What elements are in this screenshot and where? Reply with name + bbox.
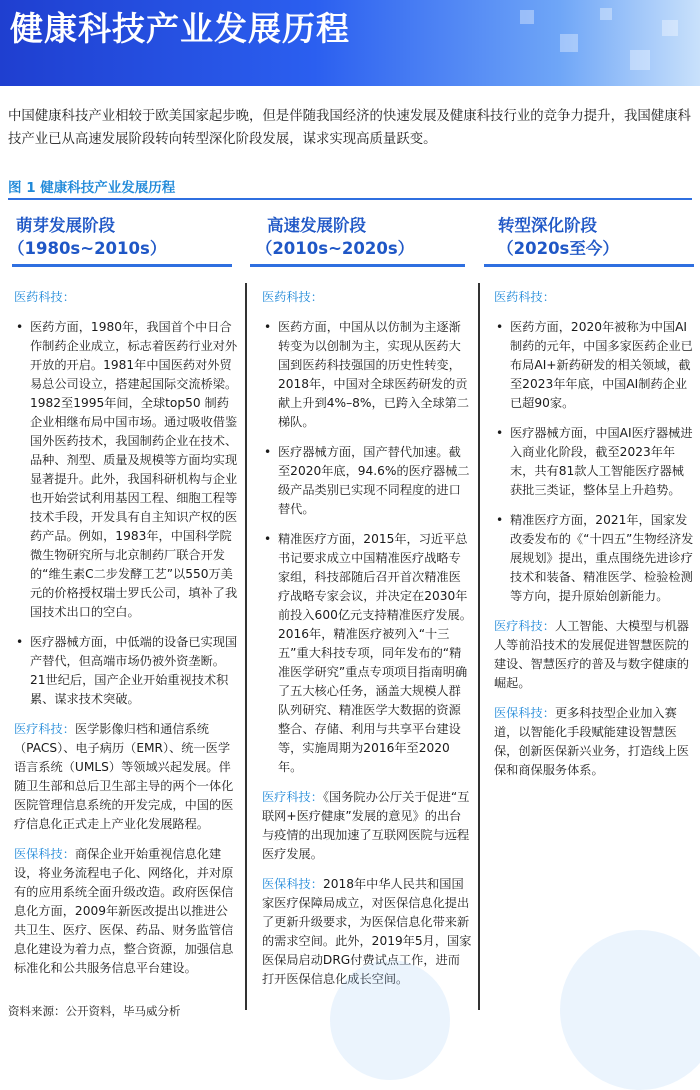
- section-label: 医保科技：: [14, 847, 75, 861]
- section-text: 商保企业开始重视信息化建设，将业务流程电子化、网络化，并对原有的应用系统全面升级改造。政府医保信息化方面，2009年新医改提出以推进公共卫生、医疗、医保、药品、财务监管信息化建设为着力点，整合资源，加强信息标准化和公共服务信息平台建设。: [14, 847, 234, 975]
- page-title: 健康科技产业发展历程: [10, 9, 350, 48]
- bullet-icon: •: [16, 635, 24, 649]
- section-block: [14, 720, 238, 834]
- stage-period: （1980s~2010s）: [8, 239, 167, 258]
- section-label: 医疗科技：: [14, 722, 75, 736]
- section-label: 医药科技：: [14, 290, 75, 304]
- section-text: 《国务院办公厅关于促进“互联网+医疗健康”发展的意见》的出台与疫情的出现加速了互联网医院与远程医疗发展。: [262, 790, 470, 861]
- column-body-1: [14, 288, 238, 989]
- column-separator: [478, 283, 480, 1010]
- bullet-icon: •: [496, 426, 504, 440]
- column-heading-1: [8, 214, 167, 260]
- stage-name: 萌芽发展阶段: [16, 216, 115, 235]
- bullet-item: [262, 443, 472, 519]
- section-text: 人工智能、大模型与机器人等前沿技术的发展促进智慧医院的建设、智慧医疗的普及与数字健康的崛起。: [494, 619, 689, 690]
- section-block: [262, 788, 472, 864]
- bullet-icon: •: [264, 320, 272, 334]
- column-rule-2: [250, 264, 465, 267]
- stage-period: （2020s至今）: [497, 239, 619, 258]
- bullet-icon: •: [496, 513, 504, 527]
- bullet-icon: •: [264, 445, 272, 459]
- column-body-2: [262, 288, 472, 1000]
- column-separator: [245, 283, 247, 1010]
- bullet-item: [494, 424, 694, 500]
- decorative-bubble: [560, 930, 700, 1090]
- section-label: 医疗科技：: [262, 790, 323, 804]
- figure-divider: [8, 198, 692, 200]
- bullet-text: 医药方面，2020年被称为中国AI制药的元年，中国多家医药企业已布局AI+新药研发的相关领域，截至2023年年底，中国AI制药企业已超90家。: [510, 320, 693, 410]
- bullet-item: [14, 633, 238, 709]
- section-block: [14, 845, 238, 978]
- section-label: 医保科技：: [262, 877, 323, 891]
- bullet-text: 医疗器械方面，中国AI医疗器械进入商业化阶段，截至2023年年末，共有81款人工智能医疗器械获批三类证，整体呈上升趋势。: [510, 426, 693, 497]
- bullet-icon: •: [264, 532, 272, 546]
- stage-name: 转型深化阶段: [498, 216, 597, 235]
- section-label: 医药科技：: [262, 290, 323, 304]
- section-text: 2018年中华人民共和国国家医疗保障局成立，对医保信息化提出了更新升级要求，为医保信息化带来新的需求空间。此外，2019年5月，国家医保局启动DRG付费试点工作，进而打开医保信息化成长空间。: [262, 877, 472, 986]
- column-heading-3: [488, 214, 628, 260]
- bullet-item: [494, 318, 694, 413]
- title-banner: [0, 0, 700, 86]
- bullet-icon: •: [496, 320, 504, 334]
- section-text: 医学影像归档和通信系统（PACS）、电子病历（EMR）、统一医学语言系统（UMLS）等领域兴起发展。伴随卫生部和总后卫生部主导的两个一体化医院管理信息系统的开发完成，中国的医疗信息化正式走上产业化发展路程。: [14, 722, 234, 831]
- bullet-icon: •: [16, 320, 24, 334]
- bullet-text: 医药方面，中国从以仿制为主逐渐转变为以创制为主，实现从医药大国到医药科技强国的历史性转变，2018年，中国对全球医药研发的贡献上升到4%–8%，已跨入全球第二梯队。: [278, 320, 470, 429]
- decorative-bubble: [330, 960, 450, 1080]
- column-rule-3: [484, 264, 694, 267]
- section-block: [262, 288, 472, 307]
- stage-period: （2010s~2020s）: [255, 239, 415, 258]
- bullet-item: [262, 318, 472, 432]
- figure-title: 图 1 健康科技产业发展历程: [8, 180, 176, 196]
- bullet-text: 医疗器械方面，国产替代加速。截至2020年底，94.6%的医疗器械二级产品类别已实现不同程度的进口替代。: [278, 445, 470, 516]
- bullet-item: [494, 511, 694, 606]
- bullet-text: 医药方面，1980年，我国首个中日合作制药企业成立，标志着医药行业对外开放的开启。1981年中国医药对外贸易总公司设立，搭建起国际交流桥梁。1982至1995年间，全球top50 制药企业相继布局中国市场。通过吸收借鉴国外医药技术，我国制药企业在技术、品种、剂型、质量及规模等方面均实现显著提升。此外，我国科研机构与企业也开始尝试利用基因工程、细胞工程等技术手段，开发具有自主知识产权的医药产品。例如，1983年，中国科学院微生物研究所与北京制药厂联合开发的“维生素C二步发酵工艺”以550万美元的价格授权瑞士罗氏公司，填补了我国技术出口的空白。: [30, 320, 238, 619]
- column-heading-2: [255, 214, 415, 260]
- bullet-item: [262, 530, 472, 777]
- bullet-text: 精准医疗方面，2015年，习近平总书记要求成立中国精准医疗战略专家组，科技部随后召开首次精准医疗战略专家会议，并决定在2030年前投入600亿元支持精准医疗发展。2016年，精准医疗被列入“十三五”重大科技专项，同年发布的“精准医学研究”重点专项项目指南明确了五大核心任务，涵盖大规模人群队列研究、精准医学大数据的资源整合、存储、利用与共享平台建设等，实施周期为2016年至2020年。: [278, 532, 472, 774]
- column-body-3: [494, 288, 694, 791]
- section-label: 医药科技：: [494, 290, 555, 304]
- section-block: [494, 617, 694, 693]
- column-rule-1: [12, 264, 232, 267]
- bullet-text: 精准医疗方面，2021年，国家发改委发布的《“十四五”生物经济发展规划》提出，重点围绕先进诊疗技术和装备、精准医学、检验检测等方向，提升原始创新能力。: [510, 513, 694, 603]
- section-label: 医保科技：: [494, 706, 555, 720]
- section-block: [14, 288, 238, 307]
- section-label: 医疗科技：: [494, 619, 555, 633]
- bullet-item: [14, 318, 238, 622]
- source-note: 资料来源：公开资料，毕马威分析: [8, 1004, 181, 1018]
- intro-paragraph: 中国健康科技产业相较于欧美国家起步晚，但是伴随我国经济的快速发展及健康科技行业的竞争力提升，我国健康科技产业已从高速发展阶段转向转型深化阶段发展，谋求实现高质量跃变。: [8, 109, 691, 147]
- stage-name: 高速发展阶段: [267, 216, 366, 235]
- section-block: [494, 288, 694, 307]
- bullet-text: 医疗器械方面，中低端的设备已实现国产替代，但高端市场仍被外资垄断。21世纪后，国产企业开始重视技术积累、谋求技术突破。: [30, 635, 238, 706]
- section-block: [494, 704, 694, 780]
- section-text: 更多科技型企业加入赛道，以智能化手段赋能建设智慧医保，创新医保新兴业务，打造线上医保和商保服务体系。: [494, 706, 689, 777]
